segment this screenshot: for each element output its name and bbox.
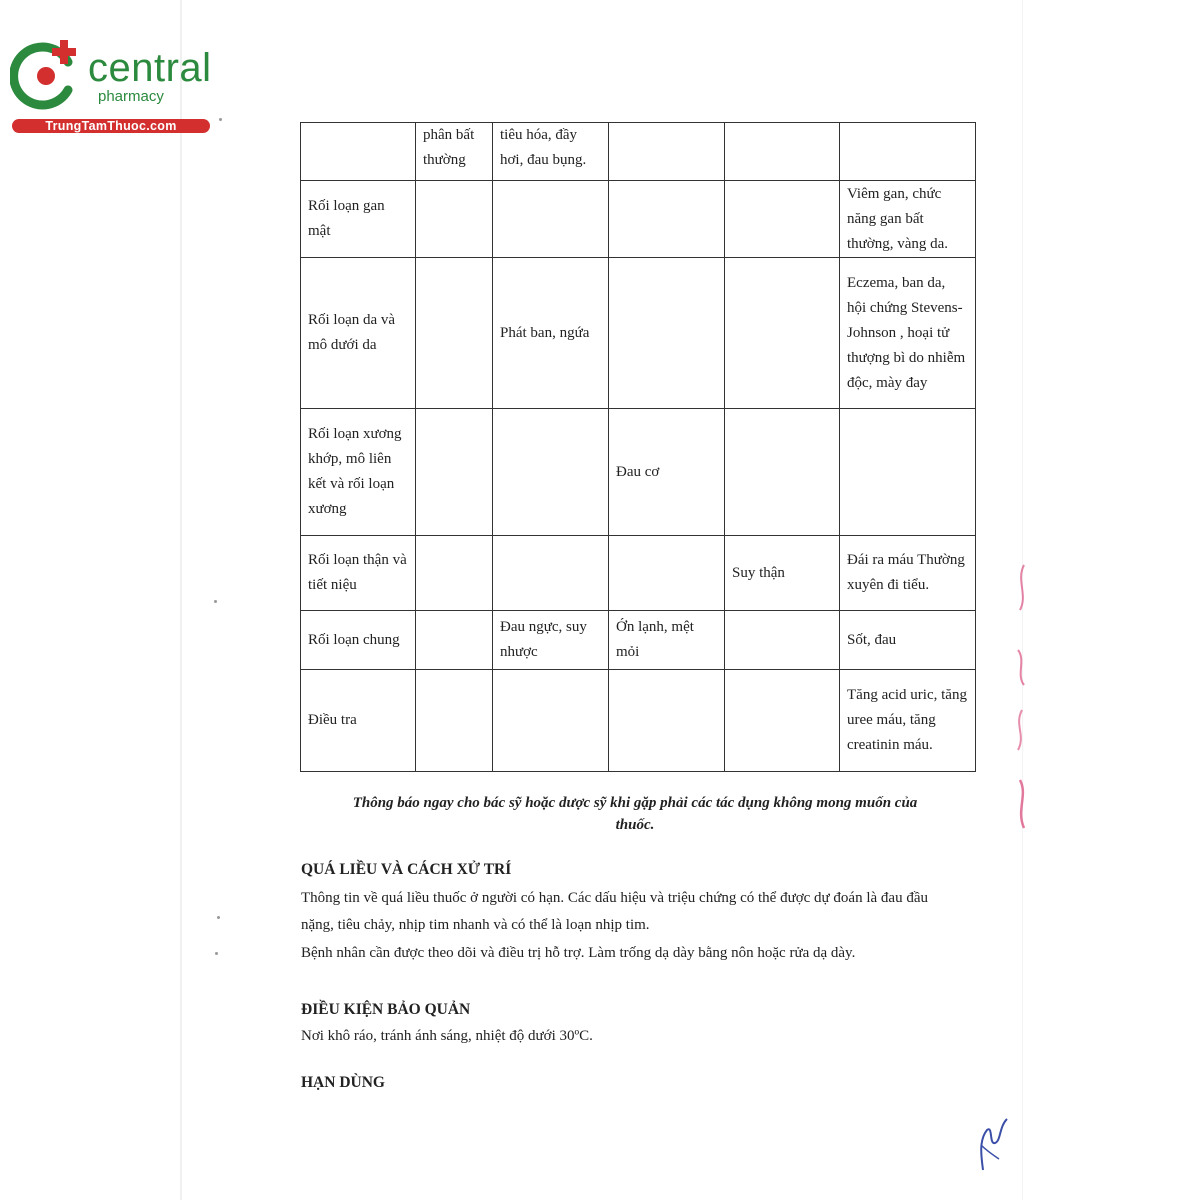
central-pharmacy-logo[interactable]	[10, 38, 215, 138]
table-cell	[609, 536, 725, 611]
table-cell	[609, 670, 725, 772]
table-row	[301, 181, 976, 258]
table-cell	[493, 181, 609, 258]
warning-note: Thông báo ngay cho bác sỹ hoặc dược sỹ khi gặp phải các tác dụng không mong muốn của thuốc.	[352, 795, 918, 833]
table-row	[301, 123, 976, 181]
table-cell: Ớn lạnh, mệt mỏi	[609, 611, 725, 670]
table-cell	[493, 536, 609, 611]
table-cell	[416, 670, 493, 772]
table-cell: Sốt, đau	[840, 611, 976, 670]
table-cell: Rối loạn gan mật	[301, 181, 416, 258]
table-cell	[609, 258, 725, 409]
expiry-heading: HẠN DÙNG	[301, 1074, 385, 1091]
table-row	[301, 670, 976, 772]
table-cell	[840, 409, 976, 536]
table-cell: Rối loạn thận và tiết niệu	[301, 536, 416, 611]
table-cell: Viêm gan, chức năng gan bất thường, vàng da.	[840, 181, 976, 258]
signature-icon	[975, 1115, 1015, 1175]
table-cell: Đái ra máu Thường xuyên đi tiểu.	[840, 536, 976, 611]
storage-heading: ĐIỀU KIỆN BẢO QUẢN	[301, 1001, 471, 1018]
storage-paragraph: Nơi khô ráo, tránh ánh sáng, nhiệt độ dưới 30ºC.	[301, 1028, 593, 1044]
table-cell	[840, 123, 976, 181]
pharmacy-logo-icon	[10, 38, 82, 113]
table-cell	[416, 409, 493, 536]
table-cell	[725, 123, 840, 181]
scan-speck	[214, 600, 217, 603]
table-cell	[493, 670, 609, 772]
table-cell	[609, 181, 725, 258]
table-cell: Đau ngực, suy nhược	[493, 611, 609, 670]
scan-speck	[217, 916, 220, 919]
overdose-paragraph: Thông tin về quá liều thuốc ở người có hạn. Các dấu hiệu và triệu chứng có thể được dự đoán là đau đầu nặng, tiêu chảy, nhịp tim nhanh và có thể là loạn nhịp tim.	[301, 890, 928, 933]
page-left-edge	[180, 0, 182, 1200]
table-cell: phân bất thường	[416, 123, 493, 181]
table-cell	[416, 536, 493, 611]
table-cell: Tăng acid uric, tăng uree máu, tăng creatinin máu.	[840, 670, 976, 772]
table-cell: Eczema, ban da, hội chứng Stevens-Johnson , hoại tử thượng bì do nhiễm độc, mày đay	[840, 258, 976, 409]
adverse-effects-table	[300, 122, 976, 772]
table-row	[301, 536, 976, 611]
table-cell	[725, 409, 840, 536]
table-cell	[416, 181, 493, 258]
table-cell	[609, 123, 725, 181]
table-cell: Phát ban, ngứa	[493, 258, 609, 409]
stamp-mark-icon	[1010, 560, 1032, 840]
table-cell	[725, 670, 840, 772]
table-row	[301, 409, 976, 536]
scan-speck	[219, 118, 222, 121]
table-cell	[416, 258, 493, 409]
table-cell: Suy thận	[725, 536, 840, 611]
table-cell: Đau cơ	[609, 409, 725, 536]
overdose-heading: QUÁ LIỀU VÀ CÁCH XỬ TRÍ	[301, 861, 512, 878]
table-cell: Rối loạn da và mô dưới da	[301, 258, 416, 409]
table-row	[301, 611, 976, 670]
overdose-treatment-paragraph: Bệnh nhân cần được theo dõi và điều trị hỗ trợ. Làm trống dạ dày bằng nôn hoặc rửa dạ dày.	[301, 945, 856, 961]
logo-site-url[interactable]: TrungTamThuoc.com	[12, 119, 210, 133]
table-cell	[301, 123, 416, 181]
table-row	[301, 258, 976, 409]
table-cell: Rối loạn chung	[301, 611, 416, 670]
table-cell: Rối loạn xương khớp, mô liên kết và rối loạn xương	[301, 409, 416, 536]
scan-speck	[215, 952, 218, 955]
logo-subtitle: pharmacy	[98, 88, 164, 105]
table-cell	[725, 611, 840, 670]
table-cell: tiêu hóa, đầy hơi, đau bụng.	[493, 123, 609, 181]
table-cell	[725, 258, 840, 409]
logo-name: central	[88, 46, 212, 90]
table-cell	[493, 409, 609, 536]
table-cell	[725, 181, 840, 258]
table-cell	[416, 611, 493, 670]
table-cell: Điều tra	[301, 670, 416, 772]
